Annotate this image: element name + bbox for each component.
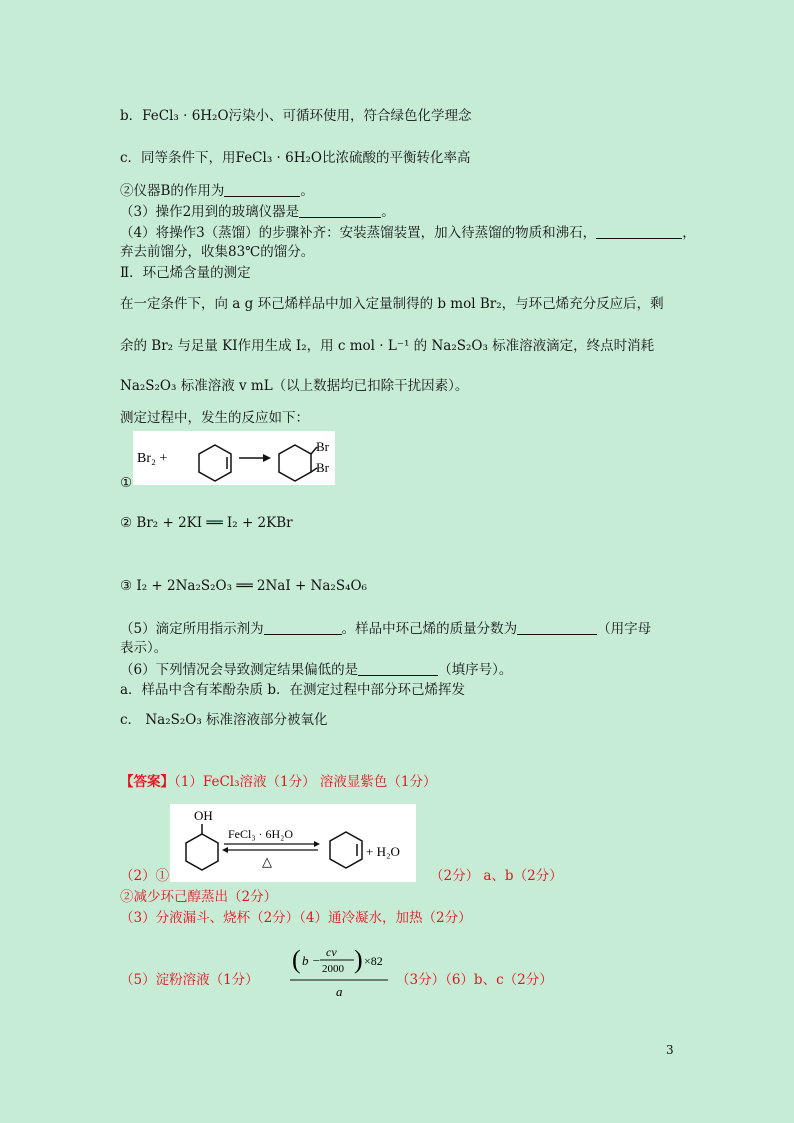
answer-blank[interactable]	[224, 182, 300, 197]
question-2-2	[120, 182, 314, 199]
water-label: + H₂O	[366, 844, 400, 859]
q5-text-b: 。样品中环己烯的质量分数为	[341, 621, 518, 637]
answer-2-prefix: （2）①	[120, 868, 170, 884]
paragraph-1: 在一定条件下，向 a g 环己烯样品中加入定量制得的 b mol Br₂，与环己烯充分反应后，剩	[120, 296, 664, 312]
question-5	[120, 620, 651, 637]
br-label-1: Br	[316, 439, 329, 454]
q2-text: ②仪器B的作用为	[120, 183, 225, 199]
left-paren: (	[292, 945, 301, 974]
frac-b: b −	[302, 953, 321, 968]
answer-5-formula	[288, 938, 390, 1008]
reaction-2: ② Br₂ + 2KI ══ I₂ + 2KBr	[120, 515, 293, 531]
right-paren: )	[354, 945, 363, 974]
forward-arrow-head	[314, 841, 320, 847]
reaction-1-label: ①	[120, 475, 133, 491]
cyclohexanol-ring	[186, 834, 218, 870]
answer-blank[interactable]	[299, 203, 381, 218]
br-label-2: Br	[316, 460, 329, 475]
frac-inner-den: 2000	[322, 963, 344, 975]
q2-end: 。	[300, 183, 314, 199]
q6-text: （6）下列情况会导致测定结果偏低的是	[120, 662, 359, 678]
page-number: 3	[666, 1043, 674, 1057]
q3-text: （3）操作2用到的玻璃仪器是	[120, 204, 300, 220]
formula-svg	[288, 938, 390, 1004]
option-b: b．FeCl₃ · 6H₂O污染小、可循环使用，符合绿色化学理念	[120, 108, 472, 124]
answer-3: ②减少环己醇蒸出（2分）	[120, 889, 278, 905]
answer-4: （3）分液漏斗、烧杯（2分）（4）通冷凝水，加热（2分）	[120, 910, 472, 926]
paragraph-3: Na₂S₂O₃ 标准溶液 v mL（以上数据均已扣除干扰因素）。	[120, 378, 469, 394]
option-c-2: c． Na₂S₂O₃ 标准溶液部分被氧化	[120, 712, 328, 728]
reaction-1-image	[133, 431, 335, 485]
cyclohexane-ring	[279, 445, 311, 481]
heat-label: △	[262, 854, 272, 869]
question-4	[120, 224, 696, 241]
paragraph-2: 余的 Br₂ 与足量 KI作用生成 I₂，用 c mol · L⁻¹ 的 Na₂S₂O₃ 标准溶液滴定，终点时消耗	[120, 338, 655, 354]
paragraph-4: 测定过程中，发生的反应如下：	[120, 410, 309, 426]
section-2-title: Ⅱ．环己烯含量的测定	[120, 265, 251, 281]
frac-times: ×82	[364, 954, 383, 968]
q6-end: （填序号）。	[438, 662, 513, 678]
catalyst-label: FeCl₃ · 6H₂O	[228, 827, 294, 841]
answer-5-prefix: （5）淀粉溶液（1分）	[120, 972, 259, 988]
q4-text: （4）将操作3（蒸馏）的步骤补齐：安装蒸馏装置，加入待蒸馏的物质和沸石，	[120, 225, 597, 241]
oh-label: OH	[194, 808, 213, 823]
option-c: c．同等条件下，用FeCl₃ · 6H₂O比浓硫酸的平衡转化率高	[120, 150, 471, 166]
answer-2-diagram	[170, 804, 416, 882]
frac-inner-num: cv	[326, 945, 337, 959]
answer-label: 【答案】	[120, 774, 174, 790]
reverse-arrow-head	[222, 847, 228, 853]
q3-end: 。	[381, 204, 395, 220]
answer-1	[120, 774, 437, 790]
answer-blank[interactable]	[517, 620, 597, 635]
q5-text-c: （用字母	[597, 621, 652, 637]
answer-1-text: （1）FeCl₃溶液（1分） 溶液显紫色（1分）	[174, 774, 437, 790]
question-3	[120, 203, 395, 220]
question-6	[120, 661, 512, 678]
cyclohexene-ring	[199, 445, 231, 481]
answer-5-suffix: （3分）（6）b、c（2分）	[396, 972, 553, 988]
reaction-1-diagram	[133, 431, 335, 485]
answer-blank[interactable]	[358, 661, 438, 676]
answer-blank[interactable]	[596, 224, 682, 239]
answer-blank[interactable]	[264, 620, 342, 635]
q4-end: ，	[682, 225, 696, 241]
frac-den: a	[336, 984, 343, 999]
answer-2-image	[170, 804, 416, 882]
answer-2-suffix: （2分） a、b（2分）	[430, 868, 563, 884]
question-5-line2: 表示）。	[120, 640, 168, 656]
arrow-head	[263, 454, 271, 462]
question-4-line2: 弃去前馏分，收集83℃的馏分。	[120, 244, 315, 260]
reaction-1-lhs: Br₂ +	[137, 451, 168, 466]
options-ab: a．样品中含有苯酚杂质 b．在测定过程中部分环己烯挥发	[120, 682, 465, 698]
reaction-3: ③ I₂ + 2Na₂S₂O₃ ══ 2NaI + Na₂S₄O₆	[120, 578, 367, 594]
q5-text-a: （5）滴定所用指示剂为	[120, 621, 264, 637]
